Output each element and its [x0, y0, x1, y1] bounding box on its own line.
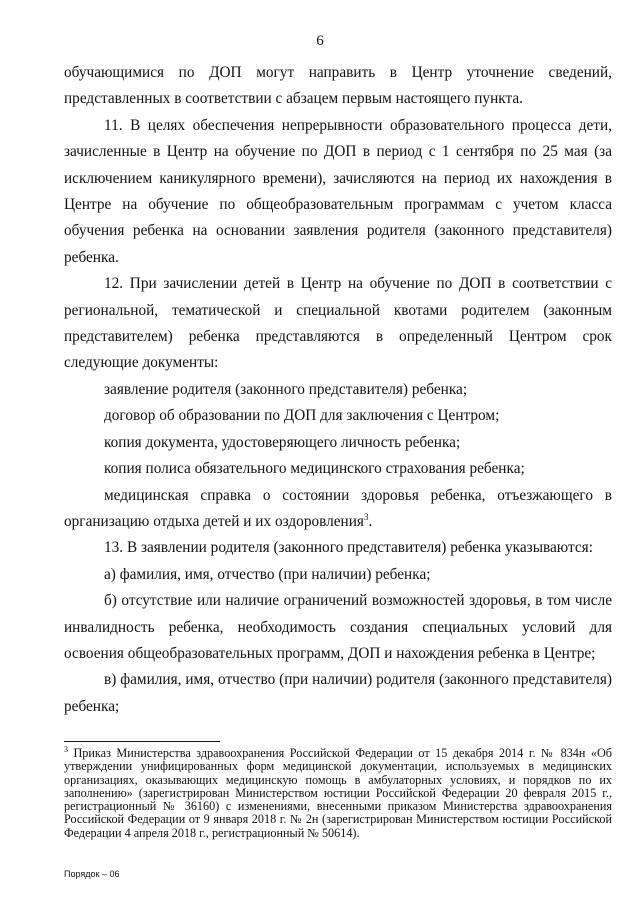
- footnote-marker: 3: [64, 744, 68, 754]
- footnote: [64, 744, 612, 840]
- paragraph-item-12: 12. При зачислении детей в Центр на обучение по ДОП в соответствии с региональной, тематической и специальной квотами родителем (законным представителем) ребенка представляются в определенный Центром срок следующие документы:: [64, 275, 612, 372]
- document-list-item-medical: [64, 483, 612, 536]
- subitem-b: б) отсутствие или наличие ограничений возможностей здоровья, в том числе инвалидность ребенка, необходимость создания специальных условий для освоения общеобразовательных программ, ДОП и нахождения ребенка в Центре;: [64, 592, 612, 662]
- subitem-a: а) фамилия, имя, отчество (при наличии) ребенка;: [104, 565, 431, 583]
- page-number: 6: [316, 33, 324, 49]
- document-list-item: договор об образовании по ДОП для заключения с Центром;: [104, 407, 500, 425]
- footnote-reference-suffix: .: [368, 512, 373, 530]
- footnote-text: Приказ Министерства здравоохранения Российской Федерации от 15 декабря 2014 г. № 834н «Об утверждении унифицированных форм медицинской документации, используемых в медицинских организациях, оказывающих медицинскую помощь в амбулаторных условиях, и порядков по их заполнению» (зарегистрирован Министерством юстиции Российской Федерации 20 февраля 2015 г., регистрационный № 36160) с изменениями, внесенными приказом Министерства здравоохранения Российской Федерации от 9 января 2018 г. № 2н (зарегистрирован Министерством юстиции Российской Федерации 4 апреля 2018 г., регистрационный № 50614).: [64, 746, 612, 840]
- subitem-v: в) фамилия, имя, отчество (при наличии) родителя (законного представителя) ребенка;: [64, 671, 612, 715]
- document-list-item: копия документа, удостоверяющего личность ребенка;: [104, 433, 461, 451]
- paragraph-item-13: 13. В заявлении родителя (законного представителя) ребенка указываются:: [104, 539, 593, 557]
- paragraph-item-11: 11. В целях обеспечения непрерывности образовательного процесса дети, зачисленные в Центр на обучение по ДОП в период с 1 сентября по 25 мая (за исключением каникулярного времени), зачисляются на период их нахождения в Центре на обучение по общеобразовательным программам с учетом класса обучения ребенка на основании заявления родителя (законного представителя) ребенка.: [64, 116, 612, 266]
- medical-certificate-text: медицинская справка о состоянии здоровья ребенка, отъезжающего в организацию отдыха детей и их оздоровления: [64, 486, 612, 530]
- footnote-reference: 3: [363, 511, 369, 522]
- paragraph-continuation: обучающимися по ДОП могут направить в Центр уточнение сведений, представленных в соответствии с абзацем первым настоящего пункта.: [64, 64, 612, 108]
- document-body: [64, 60, 612, 720]
- document-list-item: заявление родителя (законного представителя) ребенка;: [104, 380, 468, 398]
- footnote-divider: [64, 741, 220, 742]
- footer-label: Порядок – 06: [64, 869, 120, 879]
- document-list-item: копия полиса обязательного медицинского страхования ребенка;: [104, 460, 525, 478]
